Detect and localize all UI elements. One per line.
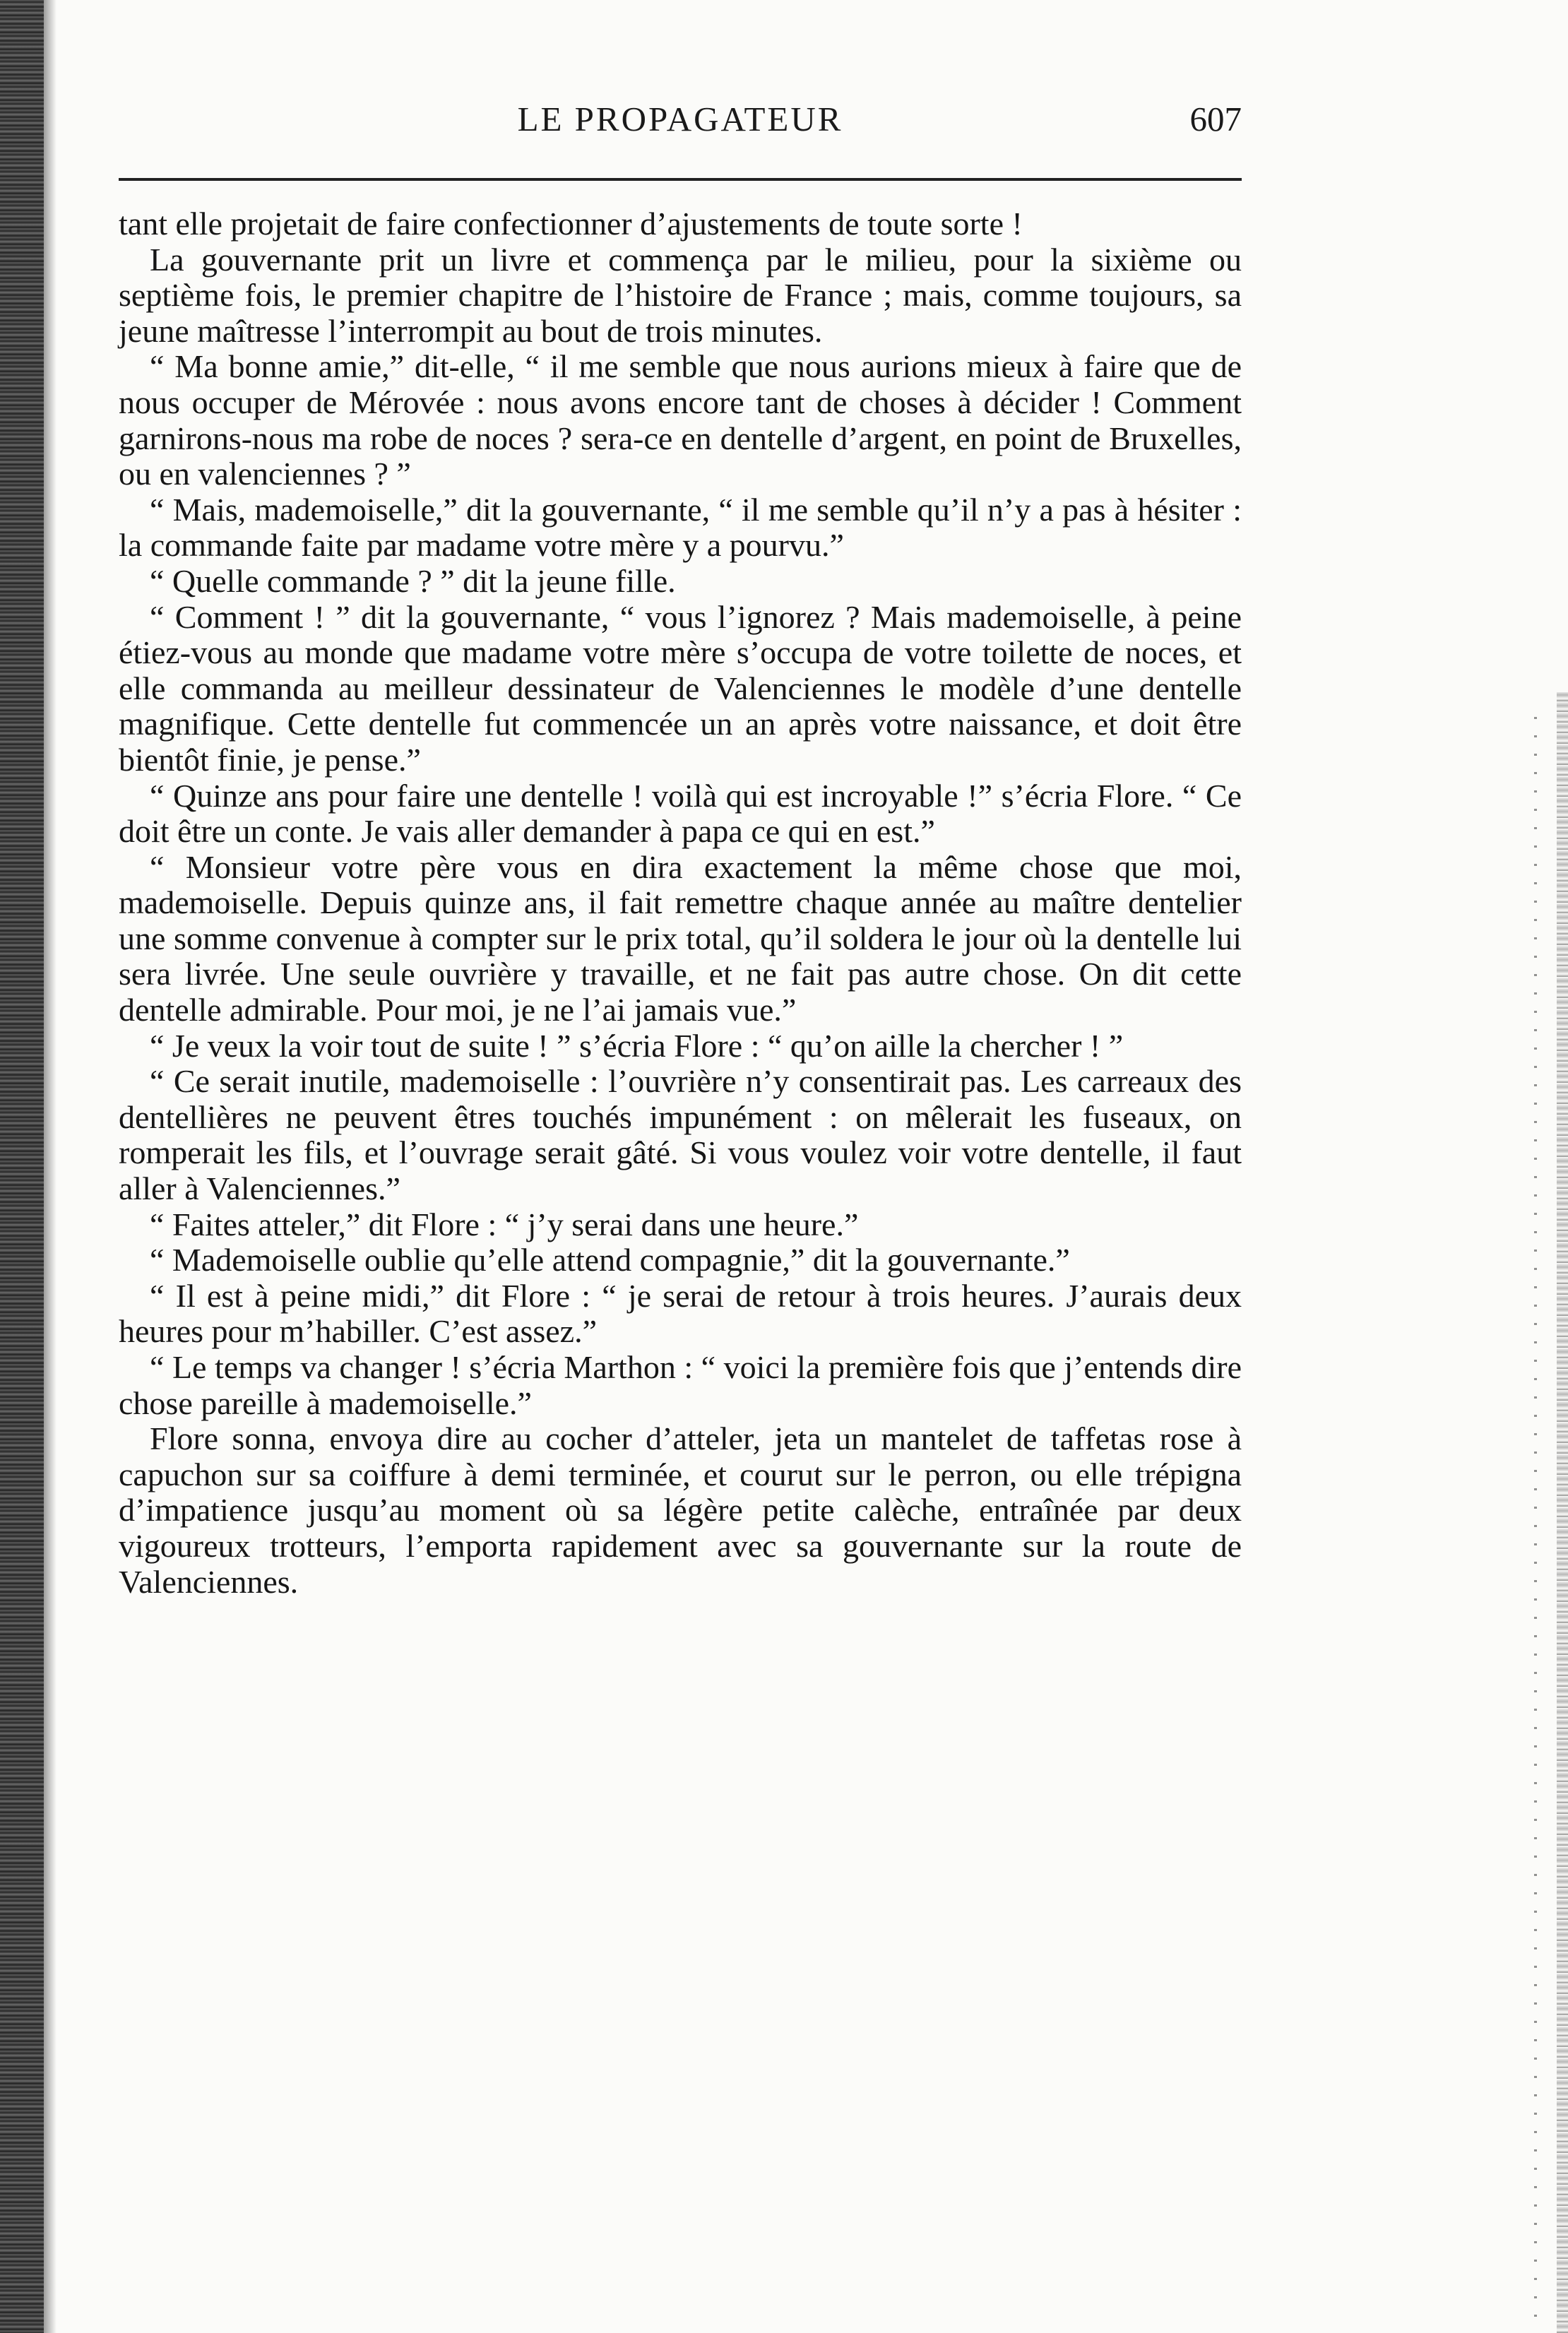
paragraph: “ Je veux la voir tout de suite ! ” s’écria Flore : “ qu’on aille la chercher ! ” <box>150 1027 1124 1064</box>
scan-right-edge <box>1557 692 1568 2333</box>
paragraph: “ Faites atteler,” dit Flore : “ j’y serai dans une heure.” <box>150 1206 859 1242</box>
paragraph: “ Quelle commande ? ” dit la jeune fille. <box>150 562 676 599</box>
paragraph: La gouvernante prit un livre et commença par le milieu, pour la sixième ou septième fois, le premier chapitre de l’histoire de France ; mais, comme toujours, sa jeune maîtresse l’interrompit au bout de trois minutes. <box>119 241 1242 349</box>
paragraph: tant elle projetait de faire confectionner d’ajustements de toute sorte ! <box>119 206 1023 242</box>
paragraph: “ Il est à peine midi,” dit Flore : “ je serai de retour à trois heures. J’aurais deux heures pour m’habiller. C’est assez.” <box>119 1277 1242 1350</box>
paragraph: “ Ma bonne amie,” dit-elle, “ il me semble que nous aurions mieux à faire que de nous occuper de Mérovée : nous avons encore tant de choses à décider ! Comment garnirons-nous ma robe de noces ? sera-ce en dentelle d’argent, en point de Bruxelles, ou en valenciennes ? ” <box>119 348 1242 492</box>
paragraph: “ Mademoiselle oublie qu’elle attend compagnie,” dit la gouvernante.” <box>150 1242 1070 1278</box>
scan-binding-edge <box>0 0 44 2333</box>
page-header <box>119 99 1242 141</box>
header-rule <box>119 178 1242 181</box>
scan-binding-shadow <box>44 0 57 2333</box>
paragraph: “ Quinze ans pour faire une dentelle ! voilà qui est incroyable !” s’écria Flore. “ Ce doit être un conte. Je vais aller demander à papa ce qui en est.” <box>119 777 1242 850</box>
paragraph: “ Comment ! ” dit la gouvernante, “ vous l’ignorez ? Mais mademoiselle, à peine étiez-vous au monde que madame votre mère s’occupa de votre toilette de noces, et elle commanda au meilleur dessinateur de Valenciennes le modèle d’une dentelle magnifique. Cette dentelle fut commencée un an après votre naissance, et doit être bientôt finie, je pense.” <box>119 598 1242 778</box>
paragraph: “ Monsieur votre père vous en dira exactement la même chose que moi, mademoiselle. Depuis quinze ans, il fait remettre chaque année au maître dentelier une somme convenue à compter sur le prix total, qu’il soldera le jour où la dentelle lui sera livrée. Une seule ouvrière y travaille, et ne fait pas autre chose. On dit cette dentelle admirable. Pour moi, je ne l’ai jamais vue.” <box>119 848 1242 1028</box>
running-title: LE PROPAGATEUR <box>517 100 843 138</box>
paragraph: “ Ce serait inutile, mademoiselle : l’ouvrière n’y consentirait pas. Les carreaux des dentellières ne peuvent êtres touchés impunément : on mêlerait les fuseaux, on romperait les fils, et l’ouvrage serait gâté. Si vous voulez voir votre dentelle, il faut aller à Valenciennes.” <box>119 1063 1242 1207</box>
paragraph: Flore sonna, envoya dire au cocher d’atteler, jeta un mantelet de taffetas rose à capuchon sur sa coiffure à demi terminée, et courut sur le perron, ou elle trépigna d’impatience jusqu’au moment où sa légère petite calèche, entraînée par deux vigoureux trotteurs, l’emporta rapidement avec sa gouvernante sur la route de Valenciennes. <box>119 1420 1242 1600</box>
body-text <box>119 206 1242 1600</box>
page-number: 607 <box>1189 100 1242 138</box>
scan-right-speckles <box>1534 706 1537 2317</box>
paragraph: “ Le temps va changer ! s’écria Marthon : “ voici la première fois que j’entends dire chose pareille à mademoiselle.” <box>119 1349 1242 1421</box>
paragraph: “ Mais, mademoiselle,” dit la gouvernante, “ il me semble qu’il n’y a pas à hésiter : la commande faite par madame votre mère y a pourvu.” <box>119 491 1242 564</box>
